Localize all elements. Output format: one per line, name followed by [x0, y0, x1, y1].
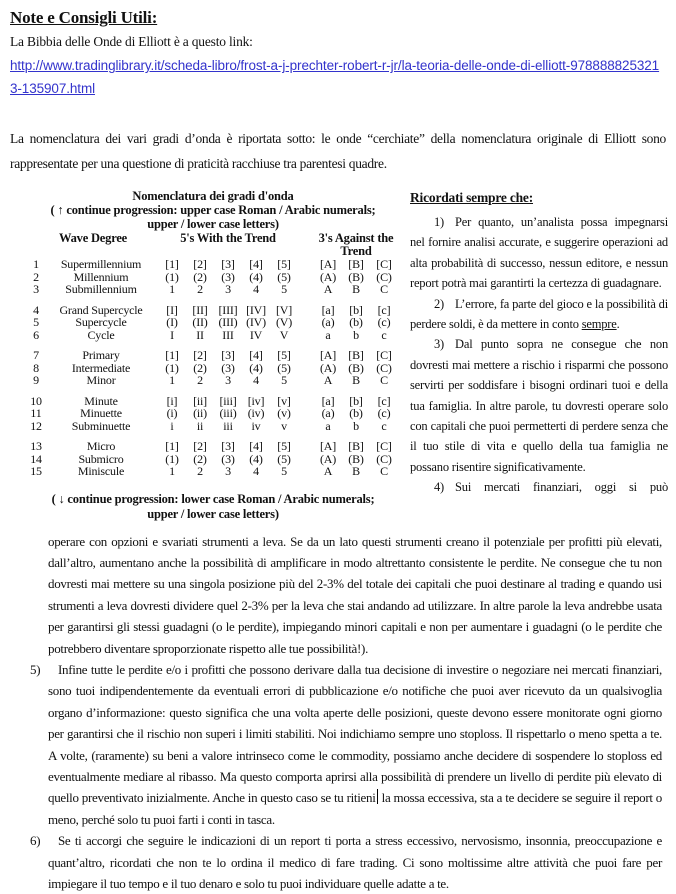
bottom-text-section — [10, 531, 666, 894]
against-trend-symbol: (B) — [342, 271, 370, 284]
item-5-text-after-cursor: la mossa eccessiva, sta a te decidere se seguire il report o meno, perché solo tu puoi farti i conti in tasca. — [48, 790, 662, 826]
column-gap — [298, 271, 314, 284]
with-trend-symbol: 2 — [186, 374, 214, 387]
with-trend-symbol: I — [158, 329, 186, 342]
against-trend-symbol: [A] — [314, 349, 342, 362]
with-trend-symbol: [4] — [242, 349, 270, 362]
with-trend-symbol: (1) — [158, 362, 186, 375]
with-trend-symbol: [1] — [158, 349, 186, 362]
row-number: 13 — [28, 440, 44, 453]
against-trend-symbol: (C) — [370, 362, 398, 375]
wave-table-progression-up: ( ↑ continue progression: upper case Roman / Arabic numerals; upper / lower case letters) — [37, 203, 389, 231]
wave-degree-table — [28, 232, 398, 478]
wave-degree-name: Supermillennium — [44, 258, 158, 271]
against-trend-symbol: [c] — [370, 395, 398, 408]
against-trend-symbol: C — [370, 374, 398, 387]
against-trend-symbol: [A] — [314, 440, 342, 453]
with-trend-symbol: (5) — [270, 362, 298, 375]
nomenclature-note: La nomenclatura dei vari gradi d’onda è riportata sotto: le onde “cerchiate” della nomenclatura originale di Elliott sono rappresentate per una questione di praticità racchiuse tra parentesi quadre. — [10, 126, 666, 176]
against-trend-symbol: c — [370, 329, 398, 342]
against-trend-symbol: [a] — [314, 395, 342, 408]
with-trend-symbol: (5) — [270, 453, 298, 466]
against-trend-symbol: C — [370, 465, 398, 478]
wave-table-row — [28, 440, 398, 453]
reminders-section — [410, 189, 668, 498]
row-number: 6 — [28, 329, 44, 342]
item-4-continuation: operare con opzioni e svariati strumenti a leva. Se da un lato questi strumenti creano il potenziale per profitti più elevati, dall’altro, aumentano anche la possibilità di amplificare in modo altrettanto consistente le perdite. Ne consegue che tu non dovresti mai mettere su una singola posizione più del 2-3% del totale dei capitali che puoi destinare al trading e quando usi strumenti a leva dovresti dividere quel 2-3% per la leva che stai andando ad utilizzare. In altre parole la leva andrebbe usata per garantirsi gli stessi guadagni (o le perdite), impiegando minori capitali e non per aumentare i guadagni (o le perdite che potrebbero diventare sproporzionate rispetto alle tue possibilità!). — [48, 531, 662, 659]
against-trend-symbol: (b) — [342, 407, 370, 420]
against-trend-symbol: (A) — [314, 362, 342, 375]
with-trend-symbol: [V] — [270, 304, 298, 317]
wave-table-header-row — [28, 232, 398, 258]
with-trend-symbol: [5] — [270, 349, 298, 362]
with-trend-symbol: 4 — [242, 374, 270, 387]
against-trend-symbol: (b) — [342, 316, 370, 329]
row-number: 1 — [28, 258, 44, 271]
with-trend-symbol: 5 — [270, 465, 298, 478]
reminder-item-2 — [410, 294, 668, 335]
with-trend-symbol: ii — [186, 420, 214, 433]
wave-degree-name: Miniscule — [44, 465, 158, 478]
wave-table-progression-down: ( ↓ continue progression: lower case Roman / Arabic numerals; upper / lower case letters) — [48, 492, 378, 522]
with-trend-symbol: [ii] — [186, 395, 214, 408]
with-trend-symbol: (iv) — [242, 407, 270, 420]
with-trend-symbol: (3) — [214, 453, 242, 466]
against-trend-symbol: (C) — [370, 453, 398, 466]
wave-degree-name: Minuette — [44, 407, 158, 420]
with-trend-symbol: iv — [242, 420, 270, 433]
against-trend-symbol: [b] — [342, 395, 370, 408]
row-number: 15 — [28, 465, 44, 478]
with-trend-symbol: (3) — [214, 271, 242, 284]
with-trend-symbol: (ii) — [186, 407, 214, 420]
with-trend-symbol: iii — [214, 420, 242, 433]
against-trend-symbol: [A] — [314, 258, 342, 271]
item-6-text: Se ti accorgi che seguire le indicazioni di un report ti porta a stress eccessivo, nervosismo, insonnia, preoccupazione e quant’altro, ricordati che non te lo ordina il medico di fare trading. Ci sono moltissime altre attività che puoi fare per impiegare il tuo tempo e il tuo denaro e solo tu puoi individuare quelle adatte a te. — [48, 833, 662, 891]
row-number: 10 — [28, 395, 44, 408]
with-trend-symbol: (1) — [158, 271, 186, 284]
reminder-item-5 — [10, 659, 662, 830]
against-trend-symbol: [C] — [370, 440, 398, 453]
with-trend-symbol: 3 — [214, 374, 242, 387]
wave-table-row — [28, 329, 398, 342]
with-trend-symbol: [v] — [270, 395, 298, 408]
col-header-with-trend: 5's With the Trend — [158, 232, 298, 258]
against-trend-symbol: (c) — [370, 316, 398, 329]
wave-table-title: Nomenclatura dei gradi d'onda — [28, 189, 398, 203]
against-trend-symbol: [B] — [342, 440, 370, 453]
against-trend-symbol: [a] — [314, 304, 342, 317]
wave-table-row — [28, 316, 398, 329]
with-trend-symbol: 5 — [270, 283, 298, 296]
with-trend-symbol: 5 — [270, 374, 298, 387]
with-trend-symbol: (3) — [214, 362, 242, 375]
wave-degree-name: Millennium — [44, 271, 158, 284]
with-trend-symbol: II — [186, 329, 214, 342]
item-3-text: Dal punto sopra ne consegue che non dovresti mai mettere a rischio i risparmi che possono servirti per soddisfare i bisogni ordinari tuoi e della tua famiglia. In altre parole, tu dovresti operare solo con capitali che puoi permetterti di perdere senza che il tuo stile di vita e quello della tua famiglia ne possano risentire significativamente. — [410, 337, 668, 473]
against-trend-symbol: [B] — [342, 349, 370, 362]
against-trend-symbol: (c) — [370, 407, 398, 420]
item-2-text-end: . — [617, 317, 620, 331]
table-group-spacer — [28, 432, 398, 440]
item-2-underlined-word: sempre — [582, 317, 617, 331]
with-trend-symbol: v — [270, 420, 298, 433]
with-trend-symbol: (2) — [186, 271, 214, 284]
row-number: 7 — [28, 349, 44, 362]
with-trend-symbol: (V) — [270, 316, 298, 329]
wave-degree-name: Cycle — [44, 329, 158, 342]
wave-degree-name: Minor — [44, 374, 158, 387]
with-trend-symbol: (4) — [242, 362, 270, 375]
with-trend-symbol: 3 — [214, 465, 242, 478]
against-trend-symbol: B — [342, 465, 370, 478]
wave-degree-name: Minute — [44, 395, 158, 408]
with-trend-symbol: (5) — [270, 271, 298, 284]
with-trend-symbol: 1 — [158, 465, 186, 478]
with-trend-symbol: 2 — [186, 465, 214, 478]
with-trend-symbol: [4] — [242, 258, 270, 271]
with-trend-symbol: [1] — [158, 258, 186, 271]
row-number: 5 — [28, 316, 44, 329]
wave-table-row — [28, 374, 398, 387]
with-trend-symbol: 4 — [242, 465, 270, 478]
against-trend-symbol: B — [342, 283, 370, 296]
with-trend-symbol: [2] — [186, 349, 214, 362]
wave-degree-name: Intermediate — [44, 362, 158, 375]
with-trend-symbol: i — [158, 420, 186, 433]
with-trend-symbol: 4 — [242, 283, 270, 296]
reminder-item-4 — [410, 477, 668, 497]
with-trend-symbol: (iii) — [214, 407, 242, 420]
row-number: 9 — [28, 374, 44, 387]
with-trend-symbol: [iv] — [242, 395, 270, 408]
with-trend-symbol: [II] — [186, 304, 214, 317]
wave-table-row — [28, 283, 398, 296]
reminder-item-3 — [410, 334, 668, 477]
item-4-text: Sui mercati finanziari, oggi si può — [455, 480, 668, 494]
item-5-marker: 5) — [30, 659, 40, 680]
against-trend-symbol: a — [314, 420, 342, 433]
with-trend-symbol: [3] — [214, 440, 242, 453]
against-trend-symbol: [c] — [370, 304, 398, 317]
against-trend-symbol: [B] — [342, 258, 370, 271]
against-trend-symbol: (C) — [370, 271, 398, 284]
row-number: 8 — [28, 362, 44, 375]
wave-degree-name: Submicro — [44, 453, 158, 466]
column-gap — [298, 304, 314, 317]
item-1-marker: 1) — [434, 215, 444, 229]
with-trend-symbol: (IV) — [242, 316, 270, 329]
wave-table-row — [28, 407, 398, 420]
column-gap — [298, 420, 314, 433]
wave-table-row — [28, 349, 398, 362]
two-column-section — [10, 189, 666, 522]
against-trend-symbol: A — [314, 465, 342, 478]
against-trend-symbol: [b] — [342, 304, 370, 317]
intro-text: La Bibbia delle Onde di Elliott è a questo link: — [10, 34, 666, 50]
wave-degree-name: Primary — [44, 349, 158, 362]
with-trend-symbol: (III) — [214, 316, 242, 329]
reminder-item-1 — [410, 212, 668, 294]
with-trend-symbol: 2 — [186, 283, 214, 296]
against-trend-symbol: B — [342, 374, 370, 387]
against-trend-symbol: [C] — [370, 258, 398, 271]
against-trend-symbol: (A) — [314, 271, 342, 284]
item-5-text-before-cursor: Infine tutte le perdite e/o i profitti che possono derivare dalla tua decisione di investire o negoziare nei mercati finanziari, sono tuoi indipendentemente da eventuali errori di pubblicazione e/o notifiche che puoi aver ricevuto da un qualsivoglia organo d’informazione: questo significa che una volta aperte delle posizioni, queste devono essere monitorate ogni giorno per garantirsi che il rischio non superi i limiti stabiliti. Noi indichiamo sempre uno stoploss. Il rispettarlo o meno spetta a te. A volte, (raramente) su beni a valore intrinseco come le commodity, possiamo anche decidere di sospendere lo stoploss ed eventualmente mediare al ribasso. Ma questo comporta aprirsi alla possibilità di prendere un livello di perdite più elevato di quello preventivato inizialmente. Anche in questo caso se tu ritieni — [48, 662, 662, 805]
item-3-marker: 3) — [434, 337, 444, 351]
column-gap — [298, 283, 314, 296]
with-trend-symbol: (2) — [186, 453, 214, 466]
row-number: 14 — [28, 453, 44, 466]
column-gap — [298, 407, 314, 420]
column-gap — [298, 329, 314, 342]
column-gap — [298, 258, 314, 271]
item-1-text: Per quanto, un’analista possa impegnarsi nel fornire analisi accurate, e suggerire operazioni ad alta probabilità di successo, nessun editore, e nessun report potrà mai garantirti la certezza di guadagnare. — [410, 215, 668, 290]
with-trend-symbol: [3] — [214, 258, 242, 271]
with-trend-symbol: [4] — [242, 440, 270, 453]
with-trend-symbol: (4) — [242, 453, 270, 466]
against-trend-symbol: c — [370, 420, 398, 433]
with-trend-symbol: (2) — [186, 362, 214, 375]
with-trend-symbol: V — [270, 329, 298, 342]
against-trend-symbol: C — [370, 283, 398, 296]
against-trend-symbol: b — [342, 329, 370, 342]
column-gap — [298, 395, 314, 408]
wave-table-section — [10, 189, 398, 522]
with-trend-symbol: [IV] — [242, 304, 270, 317]
wave-degree-name: Supercycle — [44, 316, 158, 329]
against-trend-symbol: a — [314, 329, 342, 342]
with-trend-symbol: (4) — [242, 271, 270, 284]
wave-table-row — [28, 362, 398, 375]
col-header-wave-degree: Wave Degree — [28, 232, 158, 258]
column-gap — [298, 465, 314, 478]
column-gap — [298, 374, 314, 387]
item-4-marker: 4) — [434, 480, 444, 494]
wave-degree-name: Micro — [44, 440, 158, 453]
with-trend-symbol: 1 — [158, 283, 186, 296]
column-gap — [298, 362, 314, 375]
with-trend-symbol: [III] — [214, 304, 242, 317]
row-number: 4 — [28, 304, 44, 317]
against-trend-symbol: b — [342, 420, 370, 433]
with-trend-symbol: [i] — [158, 395, 186, 408]
against-trend-symbol: (A) — [314, 453, 342, 466]
with-trend-symbol: [iii] — [214, 395, 242, 408]
with-trend-symbol: (i) — [158, 407, 186, 420]
against-trend-symbol: (B) — [342, 453, 370, 466]
row-number: 12 — [28, 420, 44, 433]
column-gap — [298, 349, 314, 362]
against-trend-symbol: (a) — [314, 407, 342, 420]
wave-degree-name: Grand Supercycle — [44, 304, 158, 317]
row-number: 11 — [28, 407, 44, 420]
column-gap — [298, 453, 314, 466]
reminder-item-6 — [10, 830, 662, 894]
against-trend-symbol: A — [314, 283, 342, 296]
reminders-heading: Ricordati sempre che: — [410, 189, 668, 207]
wave-table-row — [28, 465, 398, 478]
item-2-marker: 2) — [434, 297, 444, 311]
with-trend-symbol: III — [214, 329, 242, 342]
page-title: Note e Consigli Utili: — [10, 8, 666, 28]
book-hyperlink[interactable]: http://www.tradinglibrary.it/scheda-libro/frost-a-j-prechter-robert-r-jr/la-teoria-delle-onde-di-elliott-9788888253213-135907.html — [10, 54, 662, 100]
wave-table-body — [28, 258, 398, 478]
with-trend-symbol: [2] — [186, 440, 214, 453]
with-trend-symbol: 3 — [214, 283, 242, 296]
against-trend-symbol: (a) — [314, 316, 342, 329]
row-number: 2 — [28, 271, 44, 284]
column-gap — [298, 440, 314, 453]
with-trend-symbol: [I] — [158, 304, 186, 317]
with-trend-symbol: (II) — [186, 316, 214, 329]
with-trend-symbol: (1) — [158, 453, 186, 466]
col-header-gap — [298, 232, 314, 258]
with-trend-symbol: [2] — [186, 258, 214, 271]
wave-degree-name: Submillennium — [44, 283, 158, 296]
with-trend-symbol: [3] — [214, 349, 242, 362]
against-trend-symbol: (B) — [342, 362, 370, 375]
wave-table-row — [28, 258, 398, 271]
with-trend-symbol: 1 — [158, 374, 186, 387]
against-trend-symbol: A — [314, 374, 342, 387]
wave-degree-name: Subminuette — [44, 420, 158, 433]
with-trend-symbol: [1] — [158, 440, 186, 453]
with-trend-symbol: (I) — [158, 316, 186, 329]
row-number: 3 — [28, 283, 44, 296]
with-trend-symbol: [5] — [270, 440, 298, 453]
column-gap — [298, 316, 314, 329]
with-trend-symbol: [5] — [270, 258, 298, 271]
item-2-text: L’errore, fa parte del gioco e la possibilità di perdere soldi, è da mettere in conto — [410, 297, 668, 331]
with-trend-symbol: (v) — [270, 407, 298, 420]
text-cursor — [377, 789, 378, 804]
col-header-against-trend: 3's Against the Trend — [314, 232, 398, 258]
item-6-marker: 6) — [30, 830, 40, 851]
with-trend-symbol: IV — [242, 329, 270, 342]
against-trend-symbol: [C] — [370, 349, 398, 362]
wave-table-row — [28, 420, 398, 433]
